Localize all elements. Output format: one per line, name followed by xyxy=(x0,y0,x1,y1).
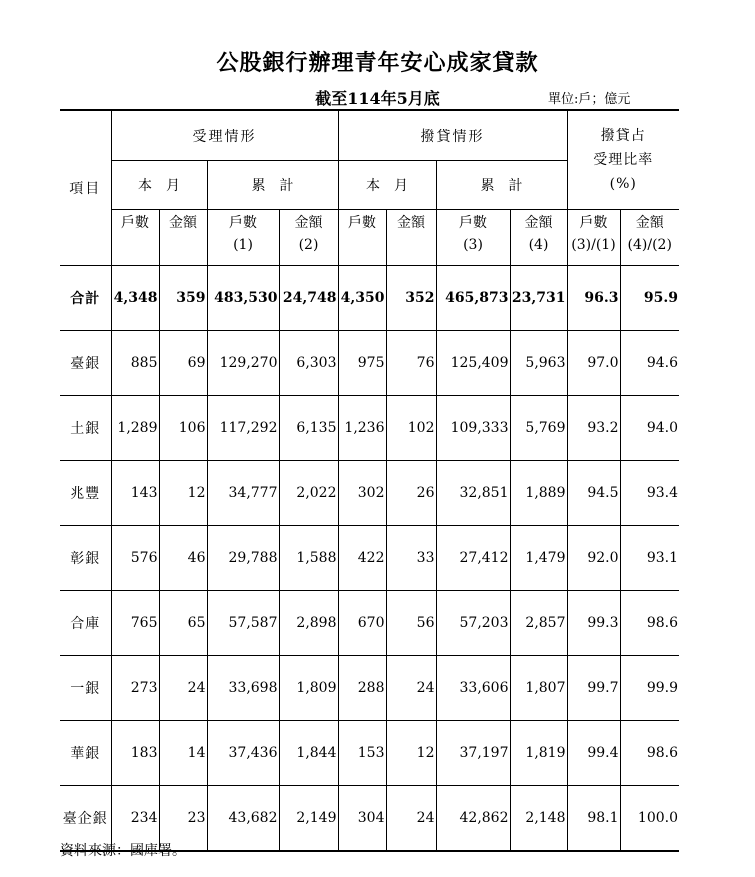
cell: 46 xyxy=(159,526,207,591)
cell: 12 xyxy=(386,721,436,786)
table-row xyxy=(60,526,679,591)
cell: 576 xyxy=(111,526,159,591)
table-row xyxy=(60,656,679,721)
cell: 975 xyxy=(338,331,386,396)
cell: 93.1 xyxy=(620,526,679,591)
cell: 352 xyxy=(386,266,436,331)
cell: 1,289 xyxy=(111,396,159,461)
cell: 153 xyxy=(338,721,386,786)
cell: 99.3 xyxy=(567,591,620,656)
row-label: 一銀 xyxy=(60,656,111,721)
cell: 29,788 xyxy=(207,526,279,591)
row-label: 彰銀 xyxy=(60,526,111,591)
cell: 5,769 xyxy=(510,396,567,461)
accept-month-amount-header: 金額 xyxy=(159,210,207,266)
cell: 76 xyxy=(386,331,436,396)
accept-cum-households-header: 戶數 (1) xyxy=(207,210,279,266)
ratio-header-line2: 受理比率 xyxy=(593,152,654,168)
cell: 33,606 xyxy=(436,656,510,721)
table-row xyxy=(60,266,679,331)
cell: 5,963 xyxy=(510,331,567,396)
cell: 6,303 xyxy=(279,331,338,396)
accept-cum-amount-header: 金額 (2) xyxy=(279,210,338,266)
disburse-group-header: 撥貸情形 xyxy=(338,110,567,161)
cell: 885 xyxy=(111,331,159,396)
cell: 670 xyxy=(338,591,386,656)
ratio-header-line3: (%) xyxy=(609,176,637,192)
cell: 96.3 xyxy=(567,266,620,331)
item-header: 項目 xyxy=(60,110,111,266)
cell: 94.6 xyxy=(620,331,679,396)
row-label: 臺企銀 xyxy=(60,786,111,852)
cell: 1,809 xyxy=(279,656,338,721)
cell: 37,436 xyxy=(207,721,279,786)
accept-month-header: 本 月 xyxy=(111,161,207,210)
cell: 69 xyxy=(159,331,207,396)
ratio-group-header xyxy=(567,110,679,210)
disburse-month-header: 本 月 xyxy=(338,161,436,210)
cell: 1,807 xyxy=(510,656,567,721)
cell: 1,588 xyxy=(279,526,338,591)
source-note: 資料來源：國庫署。 xyxy=(60,843,186,859)
cell: 304 xyxy=(338,786,386,852)
cell: 99.9 xyxy=(620,656,679,721)
cell: 106 xyxy=(159,396,207,461)
ratio-amount-header: 金額 (4)/(2) xyxy=(620,210,679,266)
cell: 465,873 xyxy=(436,266,510,331)
cell: 23 xyxy=(159,786,207,852)
table-row xyxy=(60,396,679,461)
cell: 483,530 xyxy=(207,266,279,331)
cell: 2,898 xyxy=(279,591,338,656)
cell: 1,889 xyxy=(510,461,567,526)
cell: 56 xyxy=(386,591,436,656)
cell: 99.7 xyxy=(567,656,620,721)
cell: 99.4 xyxy=(567,721,620,786)
row-label: 土銀 xyxy=(60,396,111,461)
disburse-cum-households-header: 戶數 (3) xyxy=(436,210,510,266)
cell: 2,857 xyxy=(510,591,567,656)
row-label: 合計 xyxy=(60,266,111,331)
cell: 32,851 xyxy=(436,461,510,526)
cell: 92.0 xyxy=(567,526,620,591)
cell: 422 xyxy=(338,526,386,591)
disburse-month-amount-header: 金額 xyxy=(386,210,436,266)
cell: 98.6 xyxy=(620,721,679,786)
cell: 288 xyxy=(338,656,386,721)
cell: 23,731 xyxy=(510,266,567,331)
cell: 94.0 xyxy=(620,396,679,461)
cell: 1,479 xyxy=(510,526,567,591)
cell: 24 xyxy=(386,656,436,721)
cell: 14 xyxy=(159,721,207,786)
cell: 33 xyxy=(386,526,436,591)
cell: 27,412 xyxy=(436,526,510,591)
cell: 98.6 xyxy=(620,591,679,656)
cell: 765 xyxy=(111,591,159,656)
cell: 183 xyxy=(111,721,159,786)
cell: 359 xyxy=(159,266,207,331)
cell: 12 xyxy=(159,461,207,526)
accept-cumulative-header: 累 計 xyxy=(207,161,338,210)
disburse-month-households-header: 戶數 xyxy=(338,210,386,266)
cell: 97.0 xyxy=(567,331,620,396)
accept-group-header: 受理情形 xyxy=(111,110,338,161)
disburse-cumulative-header: 累 計 xyxy=(436,161,567,210)
cell: 37,197 xyxy=(436,721,510,786)
cell: 24 xyxy=(159,656,207,721)
cell: 93.4 xyxy=(620,461,679,526)
cell: 98.1 xyxy=(567,786,620,852)
row-label: 合庫 xyxy=(60,591,111,656)
cell: 234 xyxy=(111,786,159,852)
table-row xyxy=(60,721,679,786)
ratio-header-line1: 撥貸占 xyxy=(600,128,646,144)
row-label: 華銀 xyxy=(60,721,111,786)
table-row xyxy=(60,461,679,526)
cell: 42,862 xyxy=(436,786,510,852)
cell: 2,149 xyxy=(279,786,338,852)
disburse-cum-amount-header: 金額 (4) xyxy=(510,210,567,266)
page-title: 公股銀行辦理青年安心成家貸款 xyxy=(216,50,539,76)
cell: 109,333 xyxy=(436,396,510,461)
cell: 143 xyxy=(111,461,159,526)
row-label: 臺銀 xyxy=(60,331,111,396)
cell: 102 xyxy=(386,396,436,461)
cell: 6,135 xyxy=(279,396,338,461)
cell: 34,777 xyxy=(207,461,279,526)
cell: 4,348 xyxy=(111,266,159,331)
cell: 24 xyxy=(386,786,436,852)
ratio-households-header: 戶數 (3)/(1) xyxy=(567,210,620,266)
cell: 2,148 xyxy=(510,786,567,852)
cell: 117,292 xyxy=(207,396,279,461)
cell: 33,698 xyxy=(207,656,279,721)
accept-month-households-header: 戶數 xyxy=(111,210,159,266)
unit-label: 單位:戶；億元 xyxy=(548,92,631,107)
cell: 1,844 xyxy=(279,721,338,786)
row-label: 兆豐 xyxy=(60,461,111,526)
loan-table xyxy=(60,109,679,852)
cell: 100.0 xyxy=(620,786,679,852)
cell: 24,748 xyxy=(279,266,338,331)
cell: 4,350 xyxy=(338,266,386,331)
report-date: 截至114年5月底 xyxy=(315,89,440,108)
table-row xyxy=(60,331,679,396)
cell: 26 xyxy=(386,461,436,526)
cell: 93.2 xyxy=(567,396,620,461)
cell: 273 xyxy=(111,656,159,721)
cell: 1,819 xyxy=(510,721,567,786)
cell: 95.9 xyxy=(620,266,679,331)
cell: 125,409 xyxy=(436,331,510,396)
table-body xyxy=(60,266,679,852)
cell: 1,236 xyxy=(338,396,386,461)
cell: 94.5 xyxy=(567,461,620,526)
cell: 129,270 xyxy=(207,331,279,396)
cell: 2,022 xyxy=(279,461,338,526)
table-row xyxy=(60,591,679,656)
cell: 43,682 xyxy=(207,786,279,852)
cell: 57,203 xyxy=(436,591,510,656)
cell: 302 xyxy=(338,461,386,526)
cell: 65 xyxy=(159,591,207,656)
cell: 57,587 xyxy=(207,591,279,656)
